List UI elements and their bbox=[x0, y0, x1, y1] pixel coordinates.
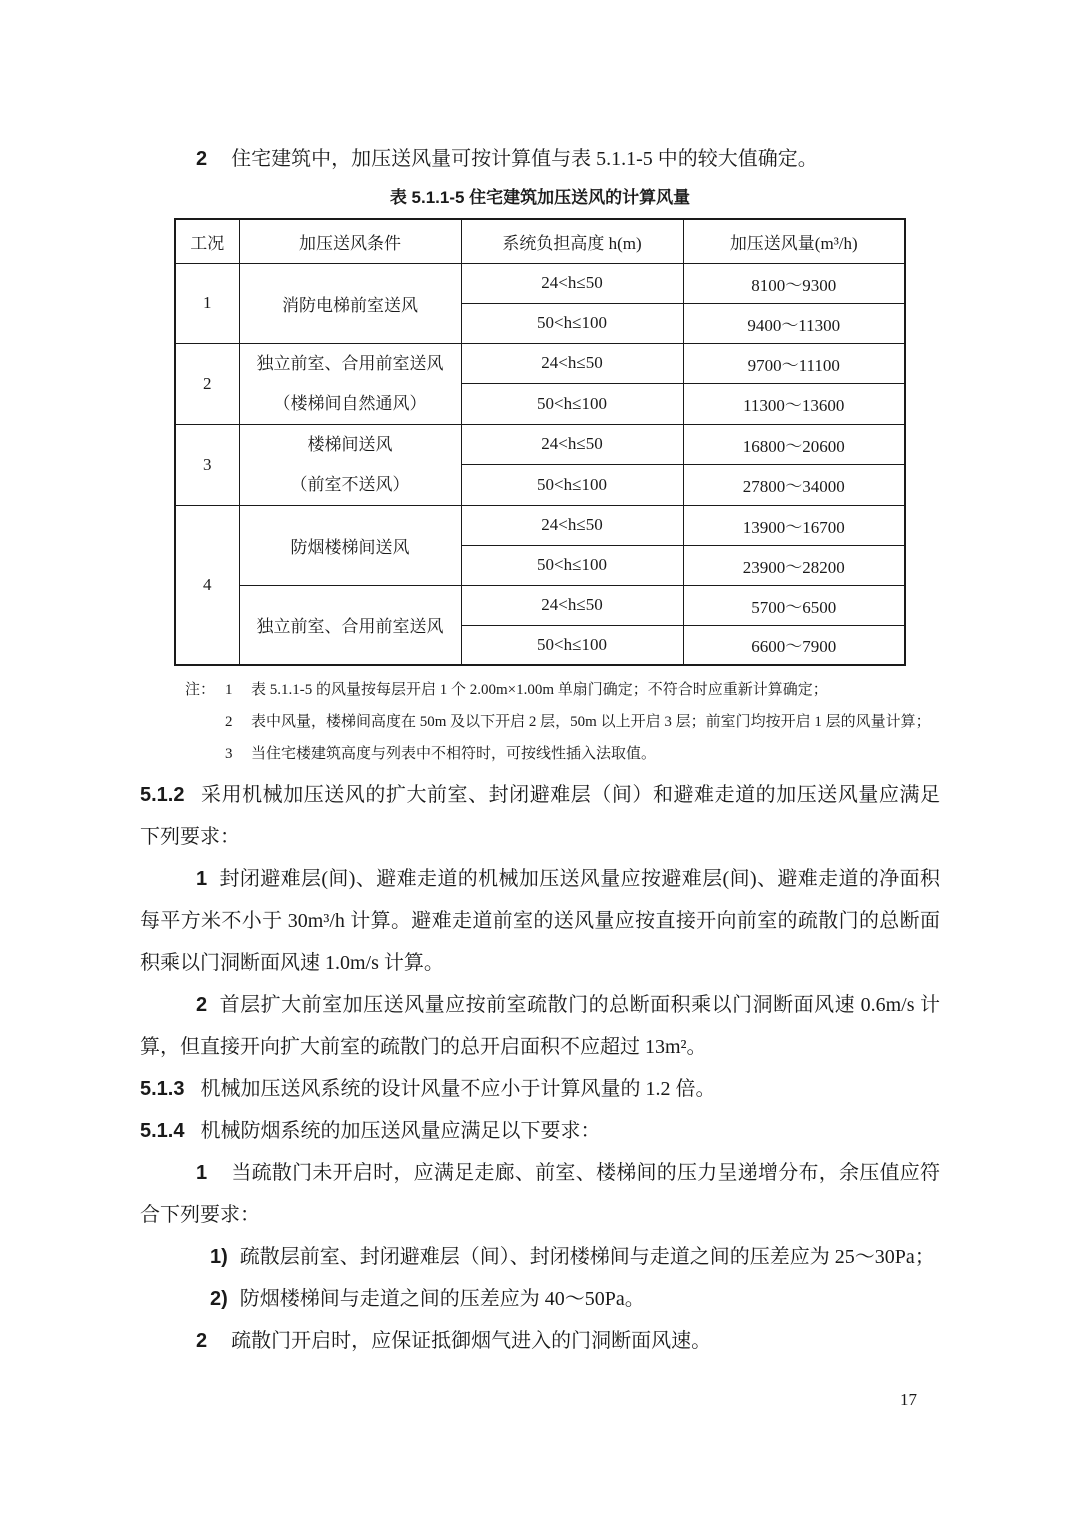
case-number-cell: 4 bbox=[175, 505, 239, 665]
section-5-1-4-item-2 bbox=[140, 1320, 940, 1362]
page-content bbox=[140, 138, 940, 1362]
airflow-cell: 27800～34000 bbox=[683, 465, 905, 506]
airflow-cell: 8100～9300 bbox=[683, 263, 905, 303]
note-item bbox=[185, 706, 940, 738]
header-airflow: 加压送风量(m³/h) bbox=[683, 219, 905, 263]
table-row bbox=[175, 585, 905, 625]
section-5-1-2-item-1 bbox=[140, 858, 940, 984]
height-range-cell: 24<h≤50 bbox=[461, 505, 683, 545]
note-text: 表中风量，楼梯间高度在 50m 及以下开启 2 层，50m 以上开启 3 层；前室门均按开启 1 层的风量计算； bbox=[251, 714, 931, 730]
height-range-cell: 50<h≤100 bbox=[461, 465, 683, 506]
section-5-1-2-item-2 bbox=[140, 984, 940, 1068]
table-header-row bbox=[175, 219, 905, 263]
intro-text: 住宅建筑中，加压送风量可按计算值与表 5.1.1-5 中的较大值确定。 bbox=[231, 148, 818, 170]
table-title: 表 5.1.1-5 住宅建筑加压送风的计算风量 bbox=[389, 188, 691, 207]
list-item-text: 疏散门开启时，应保证抵御烟气进入的门洞断面风速。 bbox=[231, 1330, 712, 1352]
section-5-1-4-item-1-sub-1 bbox=[140, 1236, 940, 1278]
case-number-cell: 1 bbox=[175, 263, 239, 343]
list-item-number: 1 bbox=[196, 1162, 208, 1184]
header-condition: 加压送风条件 bbox=[239, 219, 461, 263]
table-notes bbox=[185, 674, 940, 770]
sub-list-item-text: 疏散层前室、封闭避难层（间）、封闭楼梯间与走道之间的压差应为 25～30Pa； bbox=[239, 1246, 935, 1268]
airflow-cell: 23900～28200 bbox=[683, 545, 905, 585]
height-range-cell: 50<h≤100 bbox=[461, 545, 683, 585]
header-height: 系统负担高度 h(m) bbox=[461, 219, 683, 263]
height-range-cell: 24<h≤50 bbox=[461, 424, 683, 465]
list-item-number: 2 bbox=[196, 994, 208, 1016]
note-text: 当住宅楼建筑高度与列表中不相符时，可按线性插入法取值。 bbox=[251, 746, 657, 762]
condition-cell bbox=[239, 343, 461, 424]
section-5-1-4-item-1-sub-2 bbox=[140, 1278, 940, 1320]
table-row bbox=[175, 505, 905, 545]
height-range-cell: 24<h≤50 bbox=[461, 585, 683, 625]
condition-cell: 独立前室、合用前室送风 bbox=[239, 585, 461, 665]
sub-list-item-number: 2) bbox=[210, 1288, 228, 1310]
table-row bbox=[175, 263, 905, 303]
condition-line-2: （楼梯间自然通风） bbox=[273, 393, 427, 413]
airflow-cell: 5700～6500 bbox=[683, 585, 905, 625]
sub-list-item-number: 1) bbox=[210, 1246, 228, 1268]
section-text: 机械加压送风系统的设计风量不应小于计算风量的 1.2 倍。 bbox=[200, 1078, 716, 1100]
airflow-cell: 11300～13600 bbox=[683, 384, 905, 425]
note-text: 表 5.1.1-5 的风量按每层开启 1 个 2.00m×1.00m 单扇门确定；不符合时应重新计算确定； bbox=[251, 682, 828, 698]
section-number: 5.1.4 bbox=[140, 1120, 185, 1142]
section-5-1-2-heading bbox=[140, 774, 940, 858]
note-number: 3 bbox=[225, 746, 233, 762]
section-5-1-4-heading bbox=[140, 1110, 940, 1152]
list-item-text: 封闭避难层(间)、避难走道的机械加压送风量应按避难层(间)、避难走道的净面积每平方米不小于 30m³/h 计算。避难走道前室的送风量应按直接开向前室的疏散门的总断面积乘以门洞断面风速 1.0m/s 计算。 bbox=[140, 868, 940, 974]
height-range-cell: 50<h≤100 bbox=[461, 303, 683, 343]
condition-line-1: 独立前室、合用前室送风 bbox=[256, 353, 444, 373]
intro-item-number: 2 bbox=[196, 148, 208, 170]
note-number: 1 bbox=[225, 682, 233, 698]
condition-cell: 防烟楼梯间送风 bbox=[239, 505, 461, 585]
note-item bbox=[185, 738, 940, 770]
list-item-number: 2 bbox=[196, 1330, 208, 1352]
height-range-cell: 50<h≤100 bbox=[461, 384, 683, 425]
intro-paragraph bbox=[140, 138, 940, 180]
condition-line-2: （前室不送风） bbox=[290, 474, 410, 494]
section-text: 机械防烟系统的加压送风量应满足以下要求： bbox=[200, 1120, 601, 1142]
list-item-text: 当疏散门未开启时，应满足走廊、前室、楼梯间的压力呈递增分布，余压值应符合下列要求： bbox=[140, 1162, 940, 1226]
sub-list-item-text: 防烟楼梯间与走道之间的压差应为 40～50Pa。 bbox=[239, 1288, 645, 1310]
note-number: 2 bbox=[225, 714, 233, 730]
case-number-cell: 2 bbox=[175, 343, 239, 424]
height-range-cell: 50<h≤100 bbox=[461, 625, 683, 665]
section-text: 采用机械加压送风的扩大前室、封闭避难层（间）和避难走道的加压送风量应满足下列要求： bbox=[140, 784, 940, 848]
section-5-1-3-heading bbox=[140, 1068, 940, 1110]
airflow-cell: 6600～7900 bbox=[683, 625, 905, 665]
case-number-cell: 3 bbox=[175, 424, 239, 505]
page-number: 17 bbox=[900, 1390, 917, 1409]
section-5-1-4-item-1 bbox=[140, 1152, 940, 1236]
section-number: 5.1.2 bbox=[140, 784, 185, 806]
list-item-number: 1 bbox=[196, 868, 208, 890]
condition-line-1: 楼梯间送风 bbox=[307, 434, 393, 454]
table-row bbox=[175, 424, 905, 465]
note-label-spacer bbox=[185, 738, 225, 770]
note-item bbox=[185, 674, 940, 706]
condition-cell: 消防电梯前室送风 bbox=[239, 263, 461, 343]
condition-cell bbox=[239, 424, 461, 505]
height-range-cell: 24<h≤50 bbox=[461, 263, 683, 303]
airflow-cell: 9400～11300 bbox=[683, 303, 905, 343]
list-item-text: 首层扩大前室加压送风量应按前室疏散门的总断面积乘以门洞断面风速 0.6m/s 计算，但直接开向扩大前室的疏散门的总开启面积不应超过 13m²。 bbox=[140, 994, 940, 1058]
height-range-cell: 24<h≤50 bbox=[461, 343, 683, 384]
note-label-spacer bbox=[185, 706, 225, 738]
section-number: 5.1.3 bbox=[140, 1078, 185, 1100]
pressurization-airflow-table bbox=[174, 218, 906, 666]
header-case: 工况 bbox=[175, 219, 239, 263]
airflow-cell: 16800～20600 bbox=[683, 424, 905, 465]
airflow-cell: 9700～11100 bbox=[683, 343, 905, 384]
note-label: 注： bbox=[185, 682, 216, 698]
body-sections bbox=[140, 774, 940, 1362]
table-row bbox=[175, 343, 905, 384]
airflow-cell: 13900～16700 bbox=[683, 505, 905, 545]
